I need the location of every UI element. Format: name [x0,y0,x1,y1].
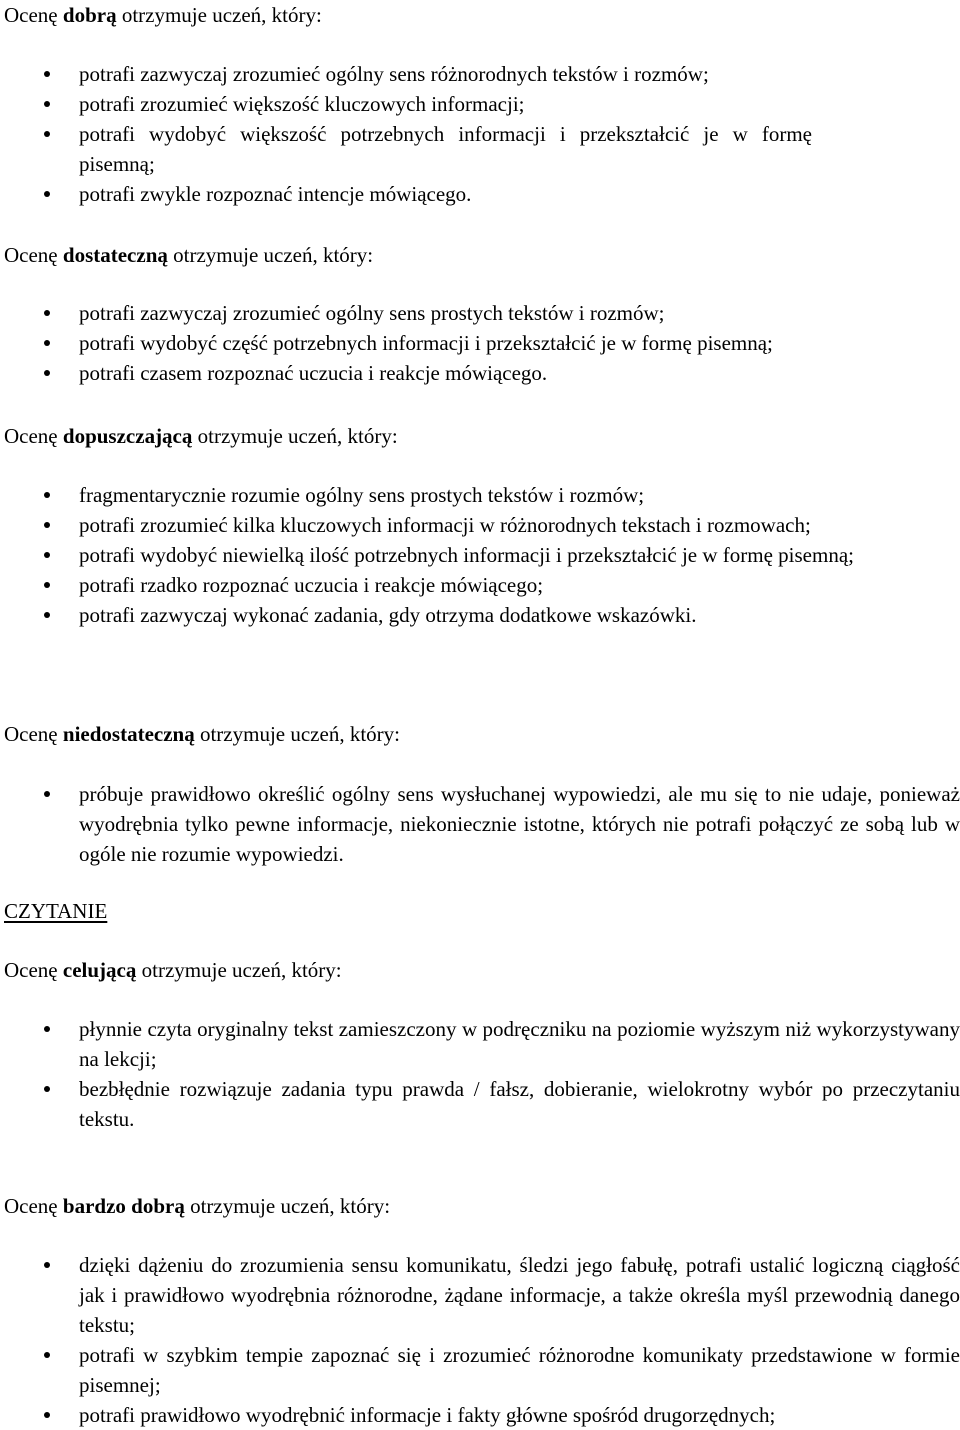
section-title-czytanie: CZYTANIE [4,899,108,923]
bullet-icon [44,582,50,588]
criteria-list-dobra [0,59,812,209]
bullet-icon [44,1412,50,1418]
bullet-icon [44,370,50,376]
grade-heading-bardzo-dobra: Ocenę bardzo dobrą otrzymuje uczeń, który: [4,1194,391,1218]
grade-heading-dostateczna: Ocenę dostateczną otrzymuje uczeń, który: [4,243,374,267]
list-item: potrafi rzadko rozpoznać uczucia i reakcje mówiącego; [0,570,960,600]
list-item: bezbłędnie rozwiązuje zadania typu prawda / fałsz, dobieranie, wielokrotny wybór po przeczytaniu tekstu. [0,1074,960,1134]
list-item: potrafi czasem rozpoznać uczucia i reakcje mówiącego. [0,358,960,388]
list-item: potrafi zrozumieć kilka kluczowych informacji w różnorodnych tekstach i rozmowach; [0,510,960,540]
bullet-icon [44,552,50,558]
bullet-icon [44,1262,50,1268]
grade-heading-dobra: Ocenę dobrą otrzymuje uczeń, który: [4,3,322,27]
bullet-icon [44,310,50,316]
grade-name: dopuszczającą [62,424,193,448]
bullet-icon [44,340,50,346]
list-item: potrafi prawidłowo wyodrębnić informacje i fakty główne spośród drugorzędnych; [0,1400,960,1430]
list-item: fragmentarycznie rozumie ogólny sens prostych tekstów i rozmów; [0,480,960,510]
grade-heading-dopuszczajaca: Ocenę dopuszczającą otrzymuje uczeń, który: [4,424,398,448]
bullet-icon [44,71,50,77]
list-item: potrafi zazwyczaj wykonać zadania, gdy otrzyma dodatkowe wskazówki. [0,600,960,630]
criteria-list-bardzo-dobra [0,1250,960,1430]
grade-name: dostateczną [62,243,168,267]
list-item: płynnie czyta oryginalny tekst zamieszczony w podręczniku na poziomie wyższym niż wykorzystywany na lekcji; [0,1014,960,1074]
bullet-icon [44,101,50,107]
bullet-icon [44,522,50,528]
list-item: potrafi zrozumieć większość kluczowych informacji; [0,89,812,119]
grade-name: bardzo dobrą [62,1194,185,1218]
grade-name: dobrą [62,3,117,27]
criteria-list-dostateczna [0,298,960,388]
bullet-icon [44,1086,50,1092]
list-item: potrafi wydobyć część potrzebnych informacji i przekształcić je w formę pisemną; [0,328,960,358]
grade-name: niedostateczną [62,722,195,746]
list-item: potrafi zazwyczaj zrozumieć ogólny sens różnorodnych tekstów i rozmów; [0,59,812,89]
list-item: dzięki dążeniu do zrozumienia sensu komunikatu, śledzi jego fabułę, potrafi ustalić logiczną ciągłość jak i prawidłowo wyodrębnia różnorodne, żądane informacje, a także określa myśl przewodnią danego tekstu; [0,1250,960,1340]
list-item: potrafi zwykle rozpoznać intencje mówiącego. [0,179,812,209]
criteria-list-niedostateczna [0,779,960,869]
list-item: próbuje prawidłowo określić ogólny sens wysłuchanej wypowiedzi, ale mu się to nie udaje, ponieważ wyodrębnia tylko pewne informacje, niekoniecznie istotne, których nie potrafi połączyć ze sobą lub w ogóle nie rozumie wypowiedzi. [0,779,960,869]
list-item: potrafi wydobyć większość potrzebnych informacji i przekształcić je w formę pisemną; [0,119,812,179]
bullet-icon [44,131,50,137]
bullet-icon [44,791,50,797]
list-item: potrafi wydobyć niewielką ilość potrzebnych informacji i przekształcić je w formę pisemną; [0,540,960,570]
list-item: potrafi zazwyczaj zrozumieć ogólny sens prostych tekstów i rozmów; [0,298,960,328]
bullet-icon [44,492,50,498]
grade-name: celującą [62,958,137,982]
criteria-list-dopuszczajaca [0,480,960,630]
bullet-icon [44,612,50,618]
bullet-icon [44,1352,50,1358]
bullet-icon [44,191,50,197]
bullet-icon [44,1026,50,1032]
grade-heading-niedostateczna: Ocenę niedostateczną otrzymuje uczeń, który: [4,722,400,746]
list-item: potrafi w szybkim tempie zapoznać się i zrozumieć różnorodne komunikaty przedstawione w formie pisemnej; [0,1340,960,1400]
grade-heading-celujaca: Ocenę celującą otrzymuje uczeń, który: [4,958,342,982]
criteria-list-celujaca [0,1014,960,1134]
